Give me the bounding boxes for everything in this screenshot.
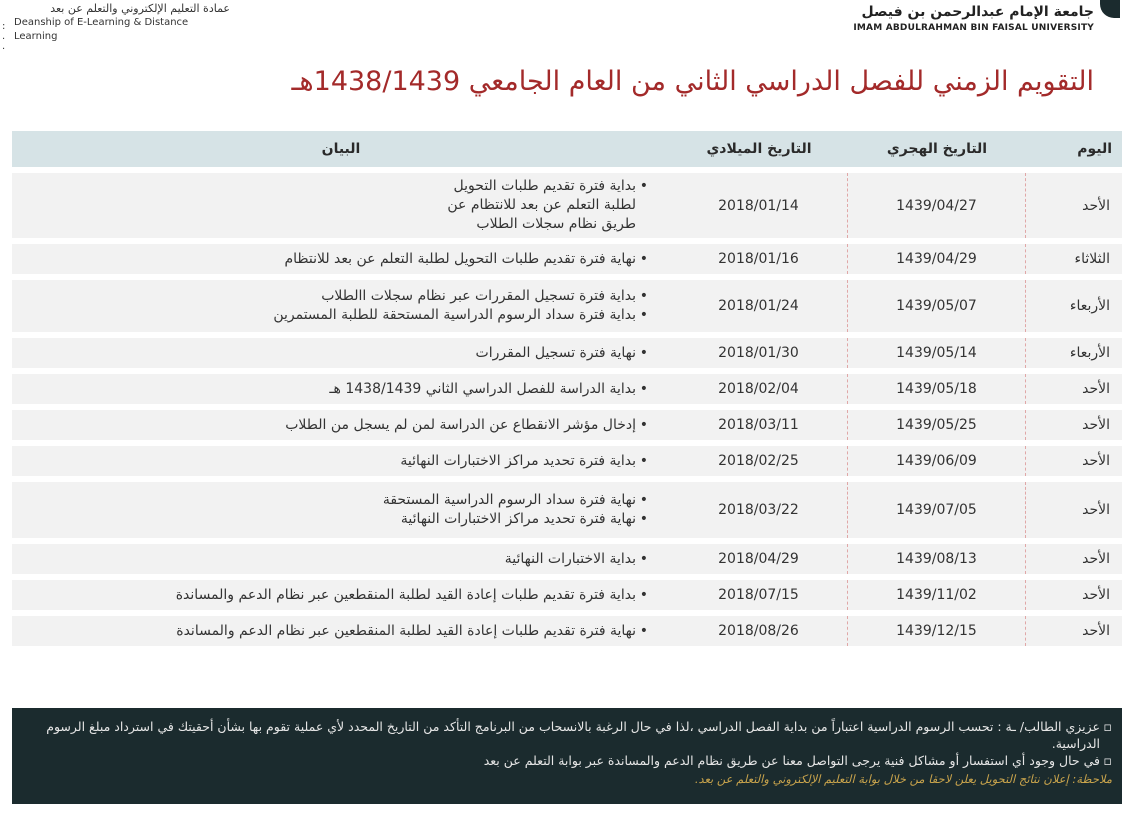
- hijri-date-cell: 1439/04/27: [848, 173, 1026, 238]
- column-header-day: اليوم: [1026, 131, 1122, 167]
- table-row: [12, 338, 1122, 368]
- description-item: • بداية فترة تقديم طلبات إعادة القيد لطلبة المنقطعين عبر نظام الدعم والمساندة: [24, 586, 648, 605]
- table-row: [12, 244, 1122, 274]
- gregorian-date-cell: 2018/01/14: [670, 173, 848, 238]
- deanship-header: [14, 2, 230, 44]
- description-item: • نهاية فترة سداد الرسوم الدراسية المستحقة: [24, 491, 648, 510]
- hijri-date-cell: 1439/05/25: [848, 410, 1026, 440]
- description-cell: [12, 446, 670, 476]
- hijri-date-cell: 1439/11/02: [848, 580, 1026, 610]
- hijri-date-cell: 1439/07/05: [848, 482, 1026, 538]
- gregorian-date-cell: 2018/01/24: [670, 280, 848, 332]
- day-cell: الأحد: [1026, 173, 1122, 238]
- day-cell: الأحد: [1026, 374, 1122, 404]
- calendar-table-container: [12, 125, 1122, 652]
- hijri-date-cell: 1439/05/14: [848, 338, 1026, 368]
- table-row: [12, 173, 1122, 238]
- table-row: [12, 482, 1122, 538]
- table-row: [12, 544, 1122, 574]
- gregorian-date-cell: 2018/01/16: [670, 244, 848, 274]
- hijri-date-cell: 1439/12/15: [848, 616, 1026, 646]
- description-item: • بداية فترة تحديد مراكز الاختبارات النهائية: [24, 452, 648, 471]
- hijri-date-cell: 1439/05/07: [848, 280, 1026, 332]
- description-cell: [12, 580, 670, 610]
- gregorian-date-cell: 2018/07/15: [670, 580, 848, 610]
- gregorian-date-cell: 2018/02/25: [670, 446, 848, 476]
- table-row: [12, 374, 1122, 404]
- description-item: • إدخال مؤشر الانقطاع عن الدراسة لمن لم يسجل من الطلاب: [24, 416, 648, 435]
- university-logo-icon: [1100, 0, 1120, 18]
- day-cell: الأحد: [1026, 446, 1122, 476]
- page-title: التقويم الزمني للفصل الدراسي الثاني من العام الجامعي 1438/1439هـ: [291, 66, 1094, 97]
- description-item: • نهاية فترة تحديد مراكز الاختبارات النهائية: [24, 510, 648, 529]
- hijri-date-cell: 1439/06/09: [848, 446, 1026, 476]
- transfer-results-remark: ملاحظة: إعلان نتائج التحويل يعلن لاحقا من خلال بوابة التعليم الإلكتروني والتعلم عن بعد.: [694, 772, 1112, 786]
- description-cell: [12, 173, 670, 238]
- description-cell: [12, 616, 670, 646]
- description-item: • بداية الدراسة للفصل الدراسي الثاني 1438/1439 هـ: [24, 380, 648, 399]
- gregorian-date-cell: 2018/02/04: [670, 374, 848, 404]
- column-header-gregorian: التاريخ الميلادي: [670, 131, 848, 167]
- deanship-name-ar: عمادة التعليم الإلكتروني والتعلم عن بعد: [50, 2, 230, 15]
- gregorian-date-cell: 2018/03/11: [670, 410, 848, 440]
- description-cell: [12, 280, 670, 332]
- notes-panel: [12, 708, 1122, 804]
- description-item: • نهاية فترة تسجيل المقررات: [24, 344, 648, 363]
- day-cell: الثلاثاء: [1026, 244, 1122, 274]
- description-item: • بداية الاختبارات النهائية: [24, 550, 648, 569]
- column-header-description: البيان: [12, 131, 670, 167]
- note-item: ▫ عزيزي الطالب/ ـة : تحسب الرسوم الدراسية اعتباراً من بداية الفصل الدراسي ،لذا في حال الرغبة بالانسحاب من البرنامج التأكد من التاريخ المحدد لأي عملية تقوم بها بشأن أحقيتك في استرداد مبلغ الرسوم الدراسية.: [26, 718, 1112, 752]
- deanship-name-en: Deanship of E-Learning & Distance Learning: [14, 17, 189, 42]
- day-cell: الأحد: [1026, 616, 1122, 646]
- university-name-ar: جامعة الإمام عبدالرحمن بن فيصل: [861, 4, 1094, 20]
- description-cell: [12, 244, 670, 274]
- table-header-row: [12, 131, 1122, 167]
- description-cell: [12, 410, 670, 440]
- university-name-en: IMAM ABDULRAHMAN BIN FAISAL UNIVERSITY: [853, 23, 1094, 33]
- description-item: • بداية فترة سداد الرسوم الدراسية المستحقة للطلبة المستمرين: [24, 306, 648, 325]
- decorative-dots: : . .: [2, 21, 6, 52]
- description-cell: [12, 338, 670, 368]
- gregorian-date-cell: 2018/03/22: [670, 482, 848, 538]
- day-cell: الأحد: [1026, 544, 1122, 574]
- description-item: • نهاية فترة تقديم طلبات التحويل لطلبة التعلم عن بعد للانتظام: [24, 250, 648, 269]
- table-row: [12, 446, 1122, 476]
- table-row: [12, 410, 1122, 440]
- description-item: • بداية فترة تقديم طلبات التحويل لطلبة التعلم عن بعد للانتظام عن طريق نظام سجلات الطلاب: [24, 177, 648, 234]
- day-cell: الأحد: [1026, 410, 1122, 440]
- calendar-table: [12, 125, 1122, 652]
- day-cell: الأربعاء: [1026, 338, 1122, 368]
- hijri-date-cell: 1439/04/29: [848, 244, 1026, 274]
- day-cell: الأحد: [1026, 580, 1122, 610]
- gregorian-date-cell: 2018/01/30: [670, 338, 848, 368]
- description-cell: [12, 482, 670, 538]
- gregorian-date-cell: 2018/04/29: [670, 544, 848, 574]
- gregorian-date-cell: 2018/08/26: [670, 616, 848, 646]
- table-row: [12, 280, 1122, 332]
- table-row: [12, 616, 1122, 646]
- university-header: [853, 2, 1094, 34]
- hijri-date-cell: 1439/08/13: [848, 544, 1026, 574]
- day-cell: الأربعاء: [1026, 280, 1122, 332]
- description-cell: [12, 544, 670, 574]
- hijri-date-cell: 1439/05/18: [848, 374, 1026, 404]
- description-cell: [12, 374, 670, 404]
- description-item: • بداية فترة تسجيل المقررات عبر نظام سجلات االطلاب: [24, 287, 648, 306]
- day-cell: الأحد: [1026, 482, 1122, 538]
- table-row: [12, 580, 1122, 610]
- column-header-hijri: التاريخ الهجري: [848, 131, 1026, 167]
- description-item: • نهاية فترة تقديم طلبات إعادة القيد لطلبة المنقطعين عبر نظام الدعم والمساندة: [24, 622, 648, 641]
- note-item: ▫ في حال وجود أي استفسار أو مشاكل فنية يرجى التواصل معنا عن طريق نظام الدعم والمساندة عبر بوابة التعلم عن بعد: [26, 752, 1112, 769]
